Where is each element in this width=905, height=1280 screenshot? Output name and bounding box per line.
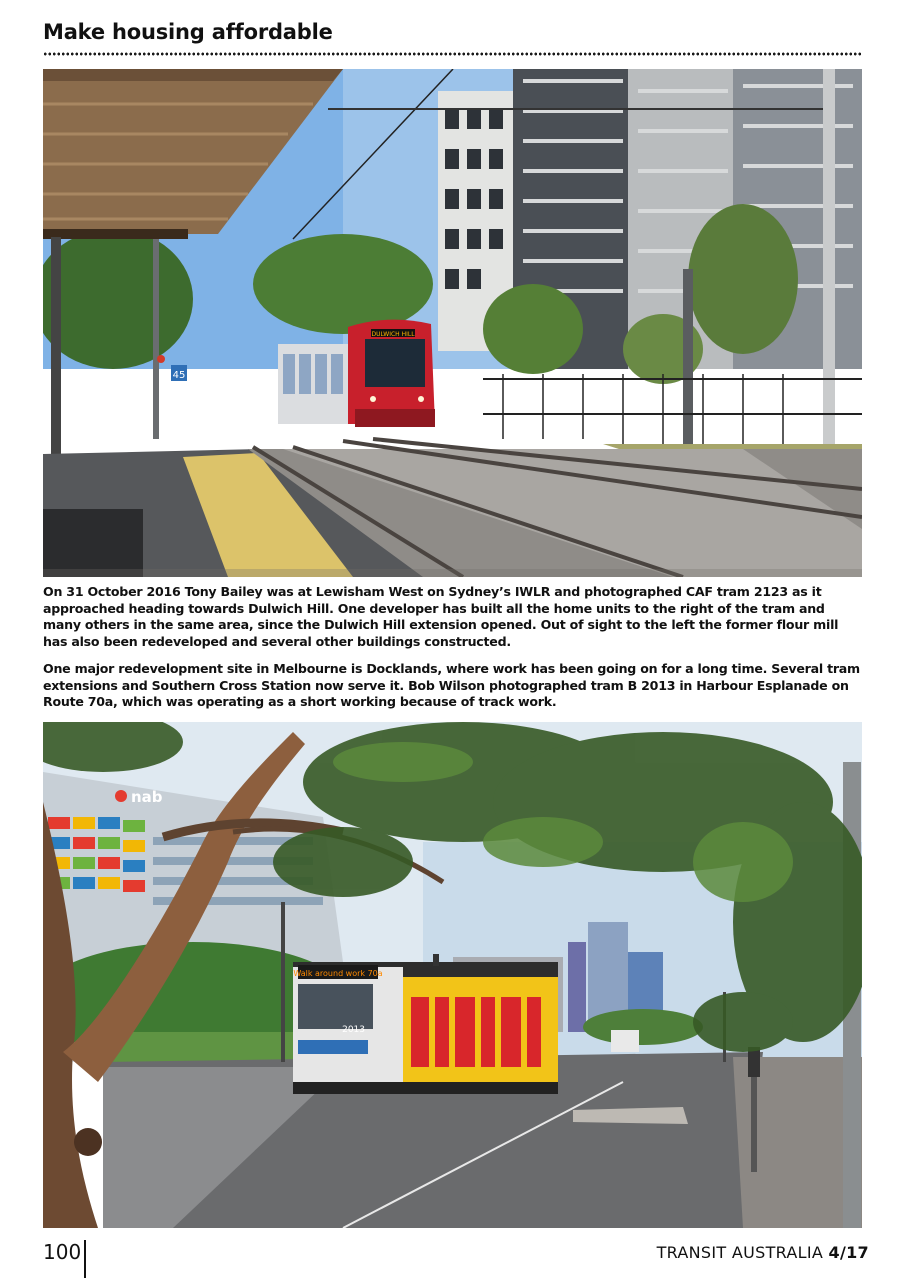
heading-dotted-rule	[43, 51, 862, 57]
photo2-caption: One major redevelopment site in Melbourne is Docklands, where work has been going on for a long time. Several tram extensions and Southern Cross Station now serve it. Bob Wilson photographed tram B 2013 in Harbour Esplanade on Route 70a, which was operating as a short working because of track work.	[43, 661, 860, 709]
page-number: 100	[43, 1240, 82, 1264]
footer-divider	[84, 1240, 86, 1278]
magazine-title: TRANSIT AUSTRALIA	[656, 1243, 824, 1262]
photo1-caption: On 31 October 2016 Tony Bailey was at Lewisham West on Sydney’s IWLR and photographed CAF tram 2123 as it approached heading towards Dulwich Hill. One developer has built all the home units to the right of the tram and many others in the same area, since the Dulwich Hill extension opened. Out of sight to the left the former flour mill has also been redeveloped and several other buildings constructed.	[43, 584, 839, 649]
issue-number: 4/17	[828, 1243, 869, 1262]
tram2-fleet-number: 2013	[342, 1025, 365, 1035]
photo-lewisham-west	[43, 69, 862, 577]
tram2-destination-sign: Walk around work 70a	[293, 969, 383, 978]
photo-harbour-esplanade	[43, 722, 862, 1228]
tram1-destination-sign: DULWICH HILL	[371, 331, 415, 338]
page-heading: Make housing affordable	[43, 20, 333, 44]
footer-publication	[657, 1243, 869, 1262]
stop-number-sign: 45	[172, 370, 186, 381]
nab-building-sign: nab	[131, 788, 163, 806]
